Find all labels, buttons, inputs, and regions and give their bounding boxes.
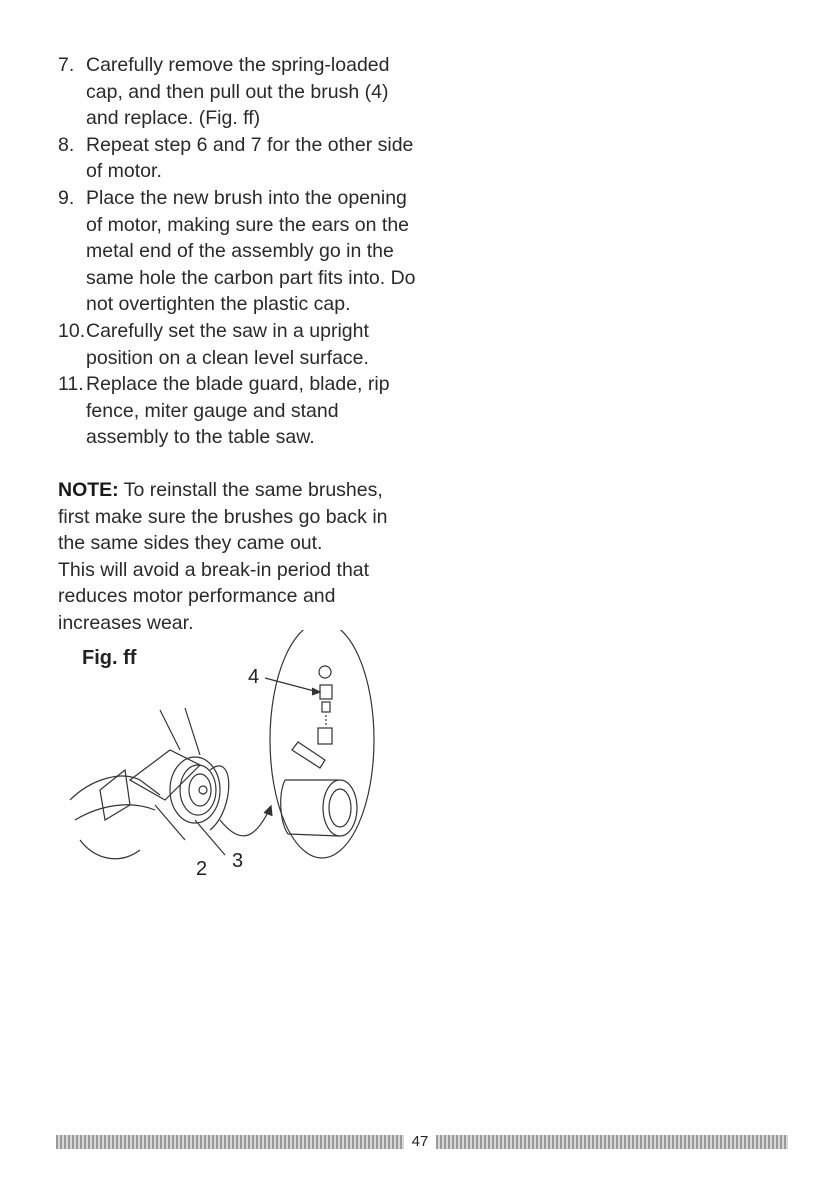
step-text: Replace the blade guard, blade, rip fence, miter gauge and stand assembly to the table saw.: [86, 373, 390, 449]
step-number: 8.: [58, 133, 75, 156]
callout-3: 3: [232, 850, 244, 872]
page-number: 47: [411, 1133, 429, 1150]
footer-rule-left: [56, 1135, 404, 1149]
callout-4: 4: [248, 666, 260, 688]
step-9: [58, 185, 418, 318]
footer-rule-right: [436, 1135, 788, 1149]
note-paragraph-2: This will avoid a break-in period that reduces motor performance and increases wear.: [58, 558, 370, 634]
step-number: 10.: [58, 319, 86, 342]
step-text: Carefully set the saw in a upright position on a clean level surface.: [86, 319, 369, 369]
step-text: Repeat step 6 and 7 for the other side of motor.: [86, 133, 414, 183]
step-number: 11.: [58, 373, 84, 396]
note-paragraph: [58, 477, 418, 557]
brush-replacement-illustration: [60, 630, 390, 890]
note-label: NOTE:: [58, 479, 119, 501]
step-11: [58, 371, 418, 451]
step-10: [58, 318, 418, 371]
figure-label: Fig. ff: [82, 647, 137, 669]
step-number: 7.: [58, 54, 75, 76]
step-7: [58, 52, 418, 132]
note-block: [58, 477, 418, 637]
step-text: Carefully remove the spring-loaded cap, and then pull out the brush (4) and replace. (Fig. ff): [86, 54, 390, 130]
step-8: [58, 132, 418, 185]
callout-2: 2: [196, 858, 208, 880]
step-text: Place the new brush into the opening of motor, making sure the ears on the metal end of the assembly go in the same hole the carbon part fits into. Do not overtighten the plastic cap.: [86, 186, 416, 316]
note-text: To reinstall the same brushes, first make sure the brushes go back in the same sides they came out.: [58, 479, 388, 555]
step-number: 9.: [58, 186, 75, 209]
instruction-steps: [58, 52, 418, 451]
